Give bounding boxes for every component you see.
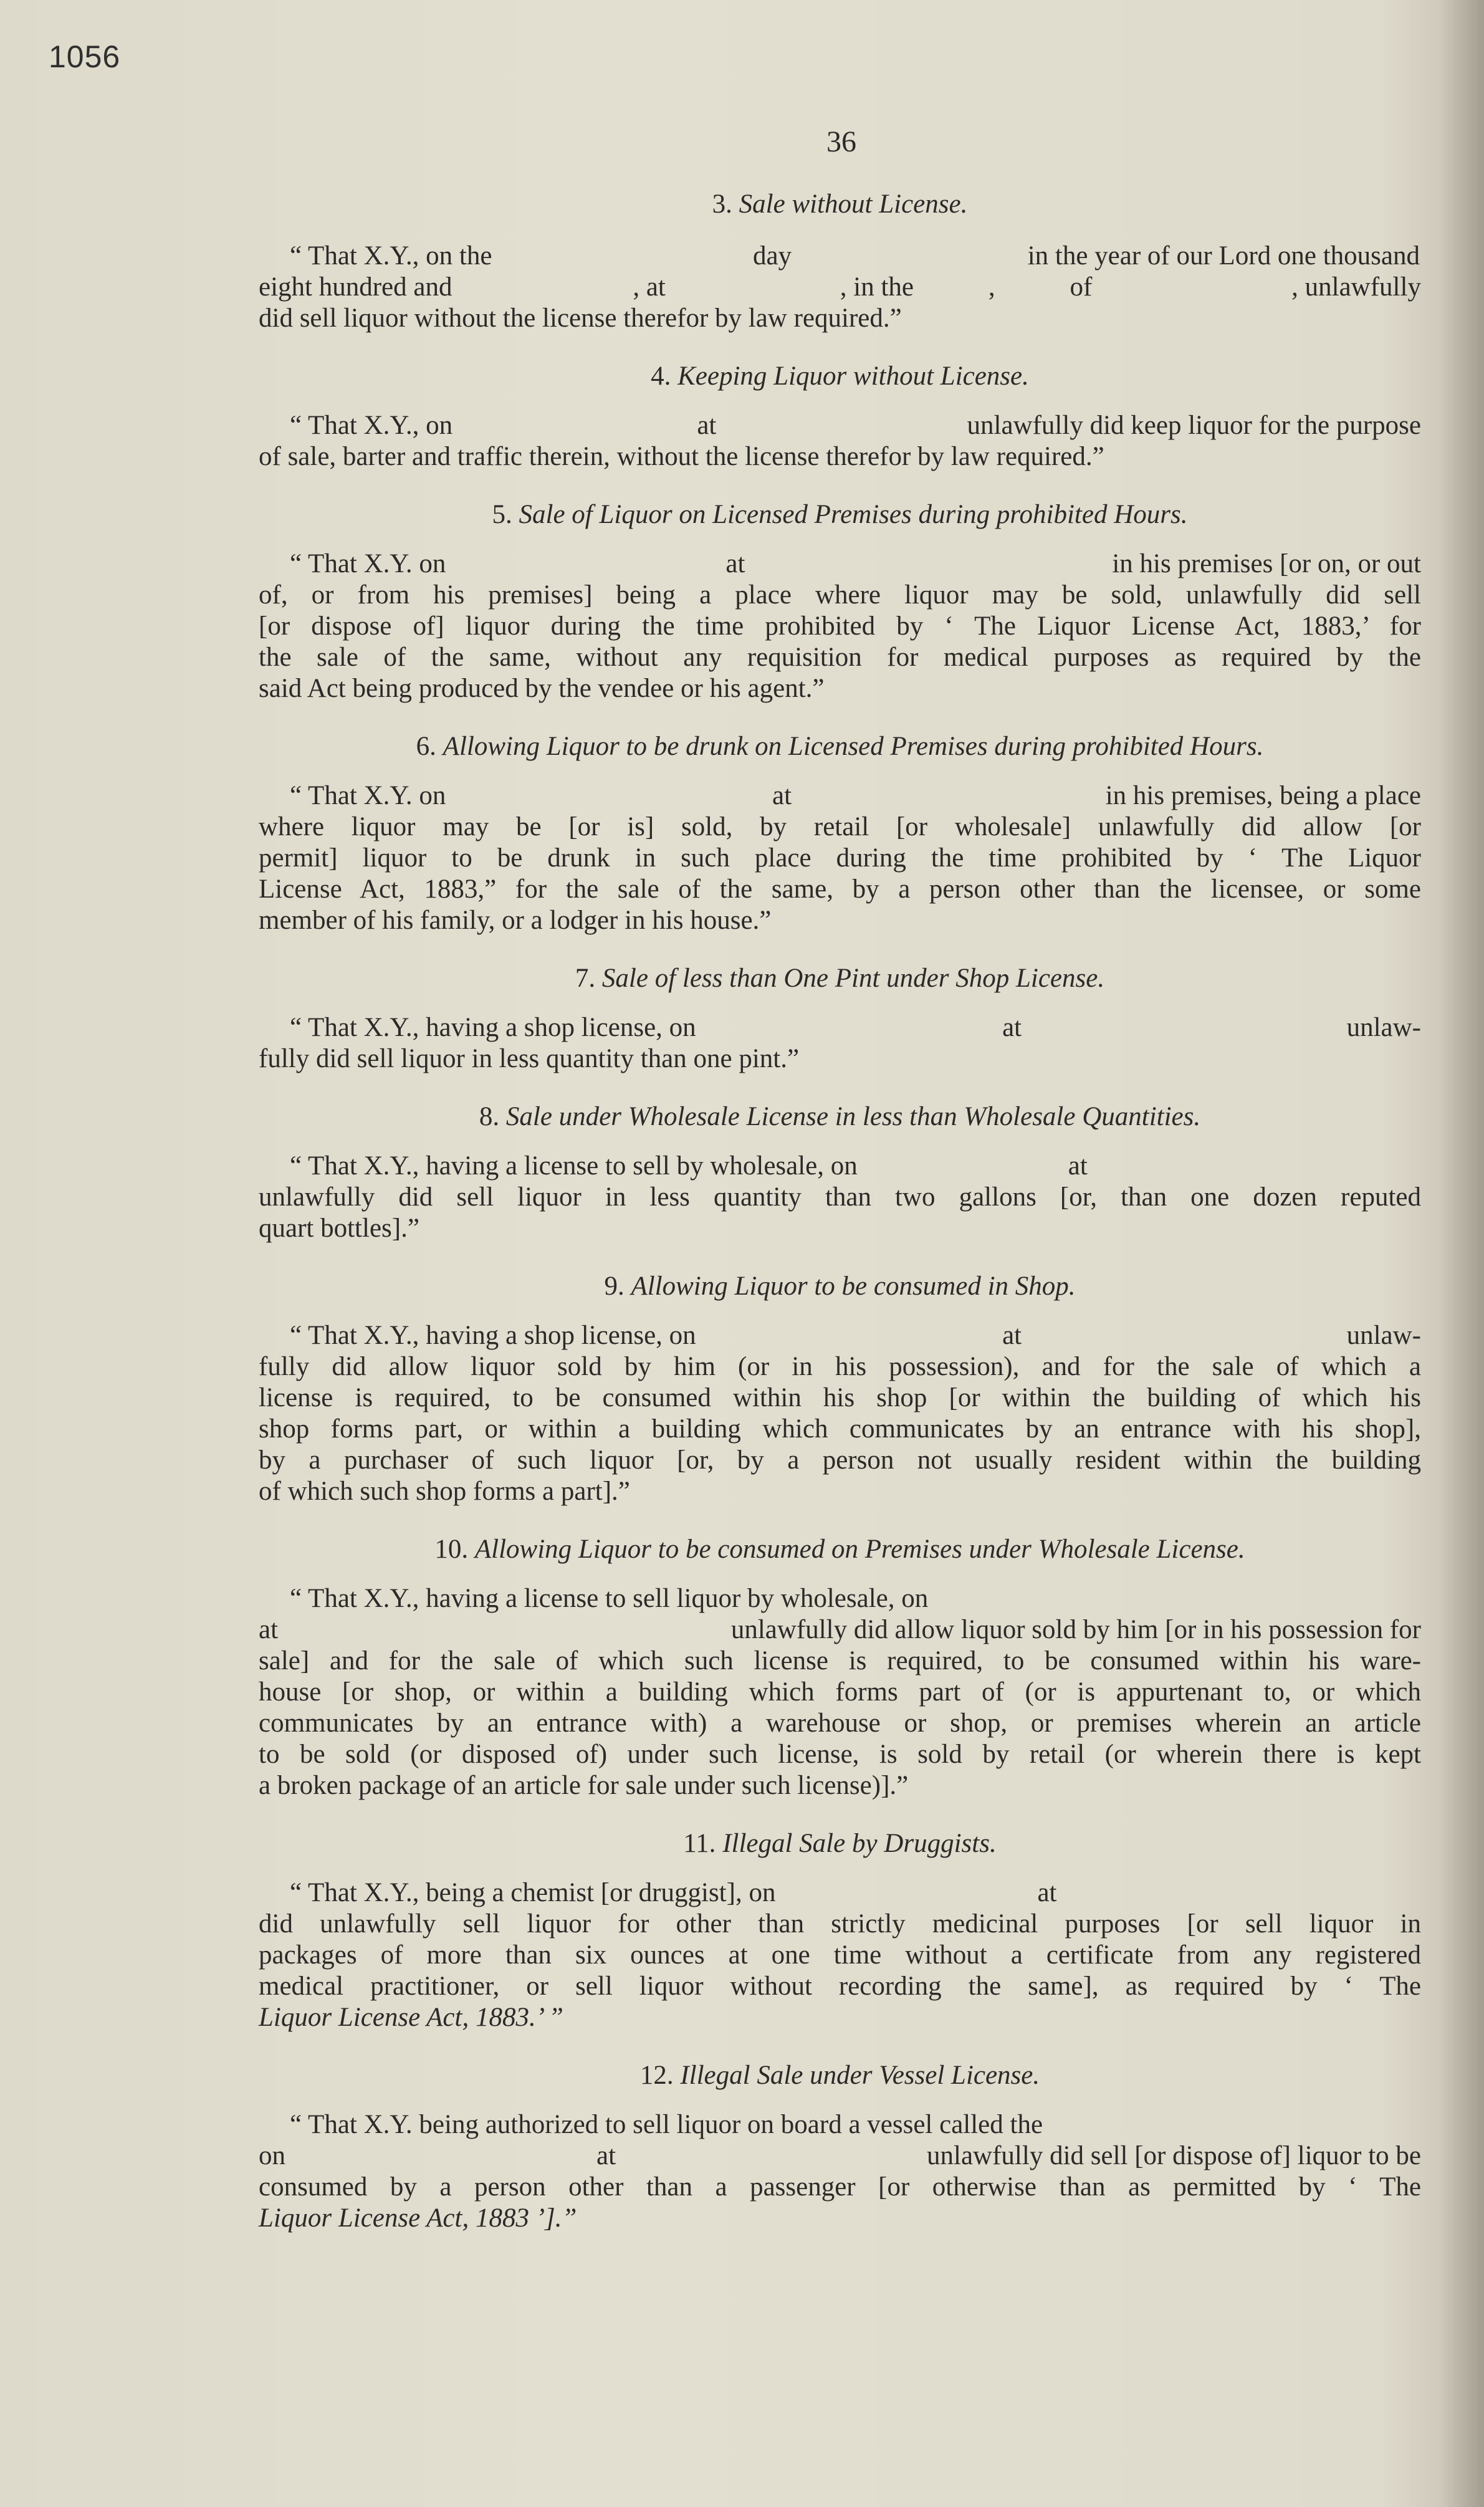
paragraph-line: Liquor License Act, 1883 ’].” bbox=[259, 2203, 577, 2233]
text-segment: “ That X.Y. on bbox=[290, 549, 446, 578]
paragraph-line bbox=[259, 1151, 1421, 1182]
section-heading bbox=[259, 729, 1421, 767]
section-title: Sale under Wholesale License in less than Wholesale Quantities. bbox=[505, 1102, 1201, 1131]
section-9 bbox=[259, 1269, 1421, 1507]
paragraph-line: permit] liquor to be drunk in such place during the time prohibited by ‘ The Liquor bbox=[259, 843, 1421, 873]
text-segment: at bbox=[725, 549, 745, 578]
section-title: Keeping Liquor without License. bbox=[677, 362, 1029, 391]
paragraph-line bbox=[259, 272, 1421, 303]
section-heading bbox=[259, 1826, 1421, 1864]
section-title: Allowing Liquor to be consumed on Premises under Wholesale License. bbox=[474, 1535, 1245, 1564]
section-7 bbox=[259, 961, 1421, 1075]
paragraph-line: a broken package of an article for sale under such license)].” bbox=[259, 1771, 909, 1800]
section-number: 11. bbox=[683, 1829, 716, 1858]
section-12 bbox=[259, 2058, 1421, 2234]
text-segment: “ That X.Y., having a shop license, on bbox=[290, 1013, 696, 1042]
section-number: 9. bbox=[604, 1272, 625, 1301]
paragraph-line bbox=[259, 1614, 1421, 1646]
section-heading bbox=[259, 1269, 1421, 1306]
paragraph-line: of which such shop forms a part].” bbox=[259, 1477, 630, 1506]
paragraph-line: sale] and for the sale of which such license is required, to be consumed within his ware- bbox=[259, 1646, 1421, 1675]
paragraph-line: License Act, 1883,” for the sale of the same, by a person other than the licensee, or some bbox=[259, 875, 1421, 904]
text-segment: “ That X.Y., having a license to sell by wholesale, on bbox=[290, 1151, 858, 1181]
paragraph-line: communicates by an entrance with) a warehouse or shop, or premises wherein an article bbox=[259, 1709, 1421, 1738]
paragraph-line bbox=[259, 1320, 1421, 1351]
text-segment: eight hundred and bbox=[259, 272, 452, 302]
page-edge-shadow bbox=[1440, 0, 1484, 2507]
text-segment: at bbox=[697, 411, 717, 440]
section-8 bbox=[259, 1100, 1421, 1244]
section-number: 12. bbox=[639, 2061, 674, 2090]
text-segment: , at bbox=[633, 272, 666, 302]
section-5 bbox=[259, 497, 1421, 704]
text-segment: at bbox=[772, 781, 792, 810]
paragraph-line bbox=[259, 241, 1421, 272]
paragraph-line: house [or shop, or within a building which forms part of (or is appurtenant to, or which bbox=[259, 1677, 1421, 1707]
paragraph-line: consumed by a person other than a passenger [or otherwise than as permitted by ‘ The bbox=[259, 2172, 1421, 2202]
paragraph-line bbox=[259, 549, 1421, 580]
section-title: Sale of less than One Pint under Shop License. bbox=[601, 964, 1105, 993]
text-segment: at bbox=[1068, 1151, 1088, 1181]
section-heading bbox=[259, 359, 1421, 396]
text-segment: unlawfully did sell [or dispose of] liquor to be bbox=[927, 2141, 1421, 2170]
paragraph-line: shop forms part, or within a building which communicates by an entrance with his shop], bbox=[259, 1414, 1421, 1444]
paragraph-line bbox=[259, 2140, 1421, 2172]
page-number: 36 bbox=[826, 125, 856, 158]
paragraph-line: unlawfully did sell liquor in less quantity than two gallons [or, than one dozen reputed bbox=[259, 1182, 1421, 1212]
section-heading bbox=[259, 961, 1421, 999]
section-title: Sale without License. bbox=[739, 189, 968, 219]
text-segment: unlawfully did allow liquor sold by him [or in his possession for bbox=[730, 1615, 1421, 1644]
section-heading bbox=[259, 1100, 1421, 1137]
paragraph-line: [or dispose of] liquor during the time prohibited by ‘ The Liquor License Act, 1883,’ for bbox=[259, 611, 1421, 641]
section-number: 8. bbox=[479, 1102, 500, 1131]
paragraph-line: medical practitioner, or sell liquor without recording the same], as required by ‘ The bbox=[259, 1972, 1421, 2001]
section-title: Sale of Liquor on Licensed Premises during prohibited Hours. bbox=[519, 500, 1188, 529]
paragraph-line: did sell liquor without the license therefor by law required.” bbox=[259, 304, 902, 333]
section-10 bbox=[259, 1532, 1421, 1801]
section-number: 4. bbox=[651, 362, 671, 391]
section-title: Allowing Liquor to be consumed in Shop. bbox=[631, 1272, 1076, 1301]
section-heading bbox=[259, 1532, 1421, 1570]
paragraph-line: did unlawfully sell liquor for other than strictly medicinal purposes [or sell liquor in bbox=[259, 1909, 1421, 1939]
text-segment: at bbox=[1037, 1878, 1057, 1907]
text-segment: in his premises [or on, or out bbox=[1112, 549, 1421, 578]
section-number: 7. bbox=[575, 964, 596, 993]
text-segment: in the year of our Lord one thousand bbox=[1027, 241, 1420, 271]
section-title: Allowing Liquor to be drunk on Licensed Premises during prohibited Hours. bbox=[443, 732, 1264, 761]
paragraph-line: the sale of the same, without any requisition for medical purposes as required by the bbox=[259, 643, 1421, 672]
paragraph-line bbox=[259, 1877, 1421, 1909]
section-heading bbox=[259, 2058, 1421, 2096]
text-segment: at bbox=[1002, 1321, 1022, 1350]
paragraph-line: quart bottles].” bbox=[259, 1214, 419, 1243]
section-number: 5. bbox=[492, 500, 512, 529]
paragraph-line: of, or from his premises] being a place where liquor may be sold, unlawfully did sell bbox=[259, 580, 1421, 610]
section-number: 6. bbox=[416, 732, 436, 761]
text-segment: unlaw- bbox=[1346, 1013, 1421, 1042]
text-segment: day bbox=[753, 241, 792, 271]
text-segment: in his premises, being a place bbox=[1105, 781, 1421, 810]
archive-stamp: 1056 bbox=[49, 39, 121, 74]
paragraph-line: fully did allow liquor sold by him (or in his possession), and for the sale of which a bbox=[259, 1352, 1421, 1381]
text-segment: at bbox=[259, 1615, 279, 1644]
section-6 bbox=[259, 729, 1421, 936]
text-segment: “ That X.Y., on the bbox=[290, 241, 492, 271]
text-segment: “ That X.Y., on bbox=[290, 411, 453, 440]
text-segment: on bbox=[259, 2141, 285, 2170]
section-number: 10. bbox=[434, 1535, 469, 1564]
section-4 bbox=[259, 359, 1421, 472]
paragraph-line: packages of more than six ounces at one time without a certificate from any registered bbox=[259, 1940, 1421, 1970]
section-heading bbox=[259, 187, 1421, 224]
text-segment: at bbox=[596, 2141, 616, 2170]
paragraph-line: “ That X.Y., having a license to sell liquor by wholesale, on bbox=[290, 1584, 929, 1613]
text-segment: unlawfully did keep liquor for the purpose bbox=[967, 411, 1421, 440]
paragraph-line: of sale, barter and traffic therein, without the license therefor by law required.” bbox=[259, 442, 1104, 471]
text-segment: “ That X.Y. on bbox=[290, 781, 446, 810]
section-title: Illegal Sale under Vessel License. bbox=[680, 2061, 1040, 2090]
paragraph-line: to be sold (or disposed of) under such license, is sold by retail (or wherein there is kept bbox=[259, 1740, 1421, 1769]
text-segment: “ That X.Y., being a chemist [or druggist], on bbox=[290, 1878, 776, 1907]
text-segment: , unlawfully bbox=[1291, 272, 1421, 302]
paragraph-line bbox=[259, 410, 1421, 441]
text-segment: , in the bbox=[840, 272, 914, 302]
paragraph-line: license is required, to be consumed within his shop [or within the building of which his bbox=[259, 1383, 1421, 1412]
section-heading bbox=[259, 497, 1421, 535]
section-11 bbox=[259, 1826, 1421, 2033]
paragraph-line: by a purchaser of such liquor [or, by a person not usually resident within the building bbox=[259, 1445, 1421, 1475]
text-segment: “ That X.Y., having a shop license, on bbox=[290, 1321, 696, 1350]
text-segment: , bbox=[988, 272, 995, 302]
paragraph-line bbox=[259, 780, 1421, 812]
document-body bbox=[259, 187, 1421, 2234]
paragraph-line bbox=[259, 1012, 1421, 1043]
paragraph-line: “ That X.Y. being authorized to sell liquor on board a vessel called the bbox=[290, 2110, 1043, 2139]
section-3 bbox=[259, 187, 1421, 334]
paragraph-line: member of his family, or a lodger in his house.” bbox=[259, 906, 772, 935]
text-segment: of bbox=[1070, 272, 1093, 302]
paragraph-line: where liquor may be [or is] sold, by retail [or wholesale] unlawfully did allow [or bbox=[259, 812, 1421, 841]
paragraph-line: said Act being produced by the vendee or his agent.” bbox=[259, 674, 825, 703]
section-title: Illegal Sale by Druggists. bbox=[722, 1829, 997, 1858]
paragraph-line: Liquor License Act, 1883.’ ” bbox=[259, 2003, 563, 2032]
text-segment: at bbox=[1002, 1013, 1022, 1042]
section-number: 3. bbox=[712, 189, 732, 219]
text-segment: unlaw- bbox=[1346, 1321, 1421, 1350]
paragraph-line: fully did sell liquor in less quantity than one pint.” bbox=[259, 1044, 800, 1073]
